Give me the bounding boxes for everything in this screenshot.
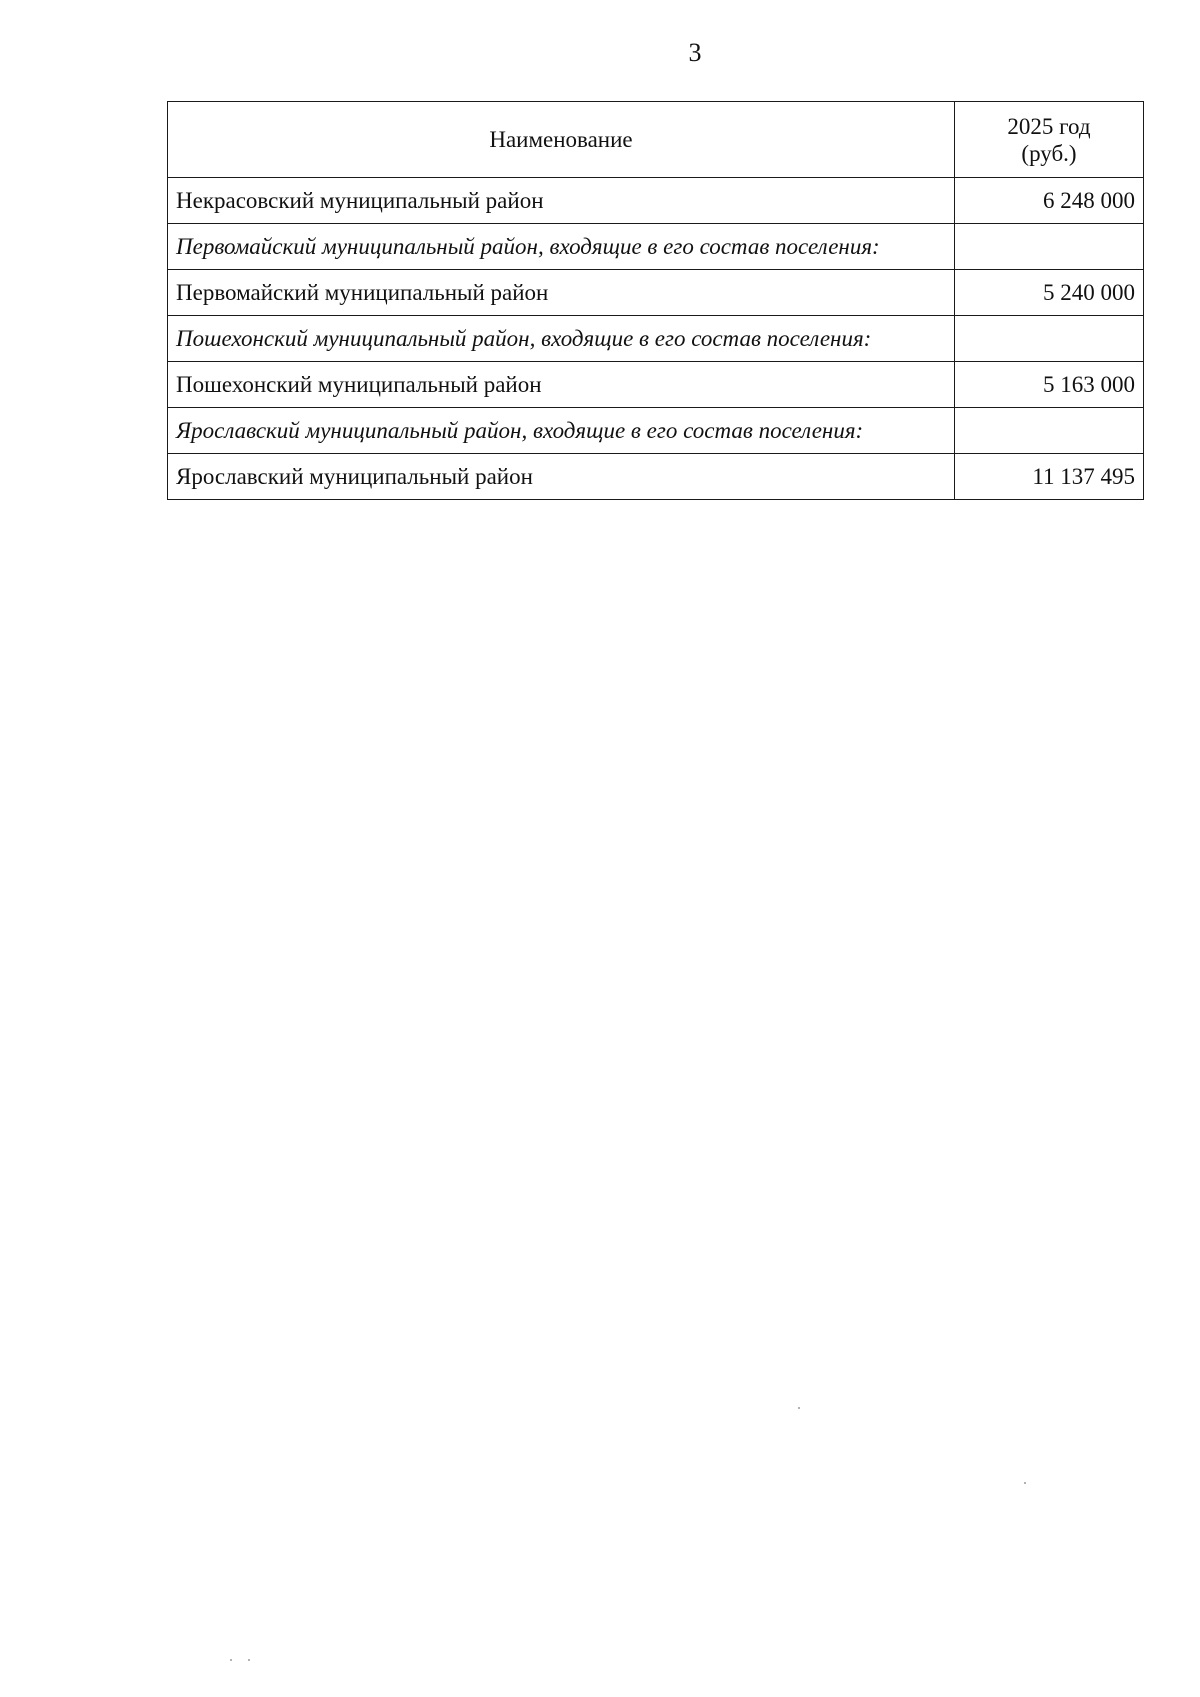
row-value: 11 137 495 <box>955 454 1144 500</box>
table-row <box>168 454 1144 500</box>
row-name: Первомайский муниципальный район <box>168 270 955 316</box>
header-value-unit: (руб.) <box>1021 140 1077 166</box>
row-name: Некрасовский муниципальный район <box>168 178 955 224</box>
allocation-table <box>167 101 1144 500</box>
row-name: Ярославский муниципальный район <box>168 454 955 500</box>
table-row-group-heading <box>168 316 1144 362</box>
row-name: Пошехонский муниципальный район, входящие в его состав поселения: <box>168 316 955 362</box>
header-name: Наименование <box>168 102 955 178</box>
table-row-group-heading <box>168 408 1144 454</box>
row-value <box>955 224 1144 270</box>
table-row <box>168 362 1144 408</box>
row-value <box>955 316 1144 362</box>
row-value: 6 248 000 <box>955 178 1144 224</box>
row-name: Пошехонский муниципальный район <box>168 362 955 408</box>
scan-speck <box>1024 1482 1026 1484</box>
row-name: Первомайский муниципальный район, входящие в его состав поселения: <box>168 224 955 270</box>
row-value: 5 240 000 <box>955 270 1144 316</box>
header-value-year: 2025 год <box>1007 113 1091 139</box>
header-value <box>955 102 1144 178</box>
table-row <box>168 270 1144 316</box>
table-row-group-heading <box>168 224 1144 270</box>
table-row <box>168 178 1144 224</box>
scan-speck <box>230 1659 232 1661</box>
row-name: Ярославский муниципальный район, входящие в его состав поселения: <box>168 408 955 454</box>
table-header-row <box>168 102 1144 178</box>
row-value <box>955 408 1144 454</box>
scan-speck <box>248 1659 250 1661</box>
page-number: 3 <box>688 38 702 67</box>
scan-speck <box>798 1407 800 1409</box>
row-value: 5 163 000 <box>955 362 1144 408</box>
